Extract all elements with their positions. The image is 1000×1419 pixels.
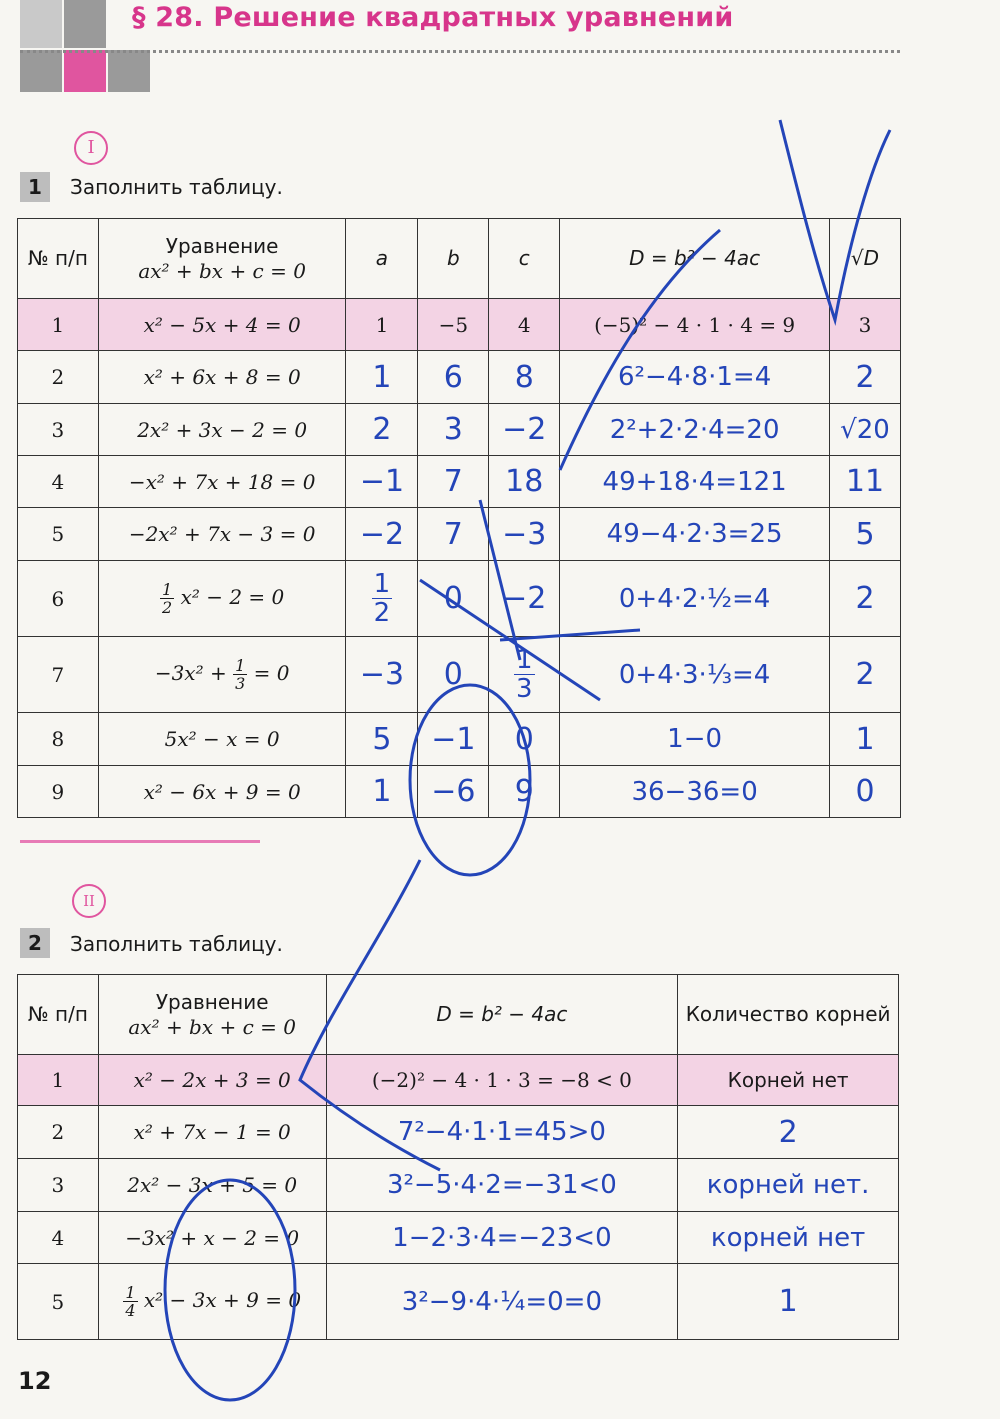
row-a	[346, 561, 418, 637]
fraction-numerator: 1	[235, 656, 246, 675]
row-equation: 2x² − 3x + 5 = 0	[98, 1159, 326, 1212]
row-equation: 2x² + 3x − 2 = 0	[98, 404, 346, 456]
row-num: 1	[18, 1055, 99, 1106]
row-root-count: 2	[678, 1106, 899, 1159]
row-discriminant: 0+4·3·⅓=4	[560, 637, 830, 713]
header-b: b	[418, 219, 489, 299]
row-num: 4	[18, 1212, 99, 1264]
level-badge-2: II	[72, 884, 106, 918]
row-b: 7	[418, 456, 489, 508]
fraction-numerator: 1	[125, 1283, 136, 1302]
row-num: 2	[18, 1106, 99, 1159]
row-a: 5	[346, 713, 418, 766]
row-c: 9	[489, 766, 560, 818]
title-divider	[20, 50, 900, 53]
row-b: −1	[418, 713, 489, 766]
equation-fraction	[160, 581, 174, 616]
table-row	[18, 637, 901, 713]
table-row	[18, 1055, 899, 1106]
row-equation: −3x² + x − 2 = 0	[98, 1212, 326, 1264]
row-num: 2	[18, 351, 99, 404]
header-sqrt-d: √D	[830, 219, 901, 299]
equation-fraction	[123, 1284, 137, 1319]
row-sqrt: 0	[830, 766, 901, 818]
header-equation	[98, 219, 346, 299]
row-b: −5	[418, 299, 489, 351]
header-equation-label: Уравнение	[155, 989, 269, 1014]
fraction-numerator: 1	[516, 645, 533, 675]
task-instruction-1: Заполнить таблицу.	[70, 175, 283, 199]
row-c	[489, 637, 560, 713]
corner-square-mid-right	[108, 50, 150, 92]
row-num: 9	[18, 766, 99, 818]
row-sqrt: 2	[830, 351, 901, 404]
row-root-count: 1	[678, 1264, 899, 1340]
row-b: 3	[418, 404, 489, 456]
row-a: 1	[346, 299, 418, 351]
row-discriminant: 49−4·2·3=25	[560, 508, 830, 561]
level-badge-1: I	[74, 131, 108, 165]
row-discriminant: (−2)² − 4 · 1 · 3 = −8 < 0	[326, 1055, 678, 1106]
header-equation-form: ax² + bx + c = 0	[128, 1014, 297, 1039]
table-row	[18, 766, 901, 818]
row-equation: x² + 7x − 1 = 0	[98, 1106, 326, 1159]
fraction-numerator: 1	[373, 569, 391, 599]
fraction-denominator: 2	[162, 598, 173, 617]
fraction-denominator: 4	[125, 1301, 136, 1320]
row-sqrt: 2	[830, 637, 901, 713]
row-b: 7	[418, 508, 489, 561]
c-fraction	[514, 646, 535, 703]
corner-square-top-mid	[64, 0, 106, 48]
table-1	[17, 218, 901, 818]
table-row	[18, 1212, 899, 1264]
equation-head: −3x² +	[154, 661, 227, 685]
equation-tail: = 0	[253, 661, 290, 685]
row-equation: x² − 2x + 3 = 0	[98, 1055, 326, 1106]
table-row	[18, 1106, 899, 1159]
corner-square-pink	[64, 50, 106, 92]
row-b: 0	[418, 561, 489, 637]
fraction-denominator: 2	[373, 598, 391, 628]
fraction-numerator: 1	[162, 580, 173, 599]
a-fraction	[372, 570, 393, 627]
task-instruction-2: Заполнить таблицу.	[70, 932, 283, 956]
equation-fraction	[233, 657, 247, 692]
row-c: −2	[489, 561, 560, 637]
row-discriminant: 3²−5·4·2=−31<0	[326, 1159, 678, 1212]
row-discriminant: (−5)² − 4 · 1 · 4 = 9	[560, 299, 830, 351]
row-num: 4	[18, 456, 99, 508]
table-row	[18, 299, 901, 351]
table-row	[18, 404, 901, 456]
equation-tail: x² − 3x + 9 = 0	[143, 1288, 302, 1312]
row-c: 4	[489, 299, 560, 351]
row-b: −6	[418, 766, 489, 818]
row-num: 3	[18, 1159, 99, 1212]
task-number-2: 2	[20, 928, 50, 958]
row-a: −1	[346, 456, 418, 508]
row-a: −3	[346, 637, 418, 713]
row-sqrt: 5	[830, 508, 901, 561]
page-title: § 28. Решение квадратных уравнений	[132, 2, 734, 33]
row-sqrt: 11	[830, 456, 901, 508]
row-root-count: корней нет	[678, 1212, 899, 1264]
row-num: 7	[18, 637, 99, 713]
row-discriminant: 49+18·4=121	[560, 456, 830, 508]
row-equation: −2x² + 7x − 3 = 0	[98, 508, 346, 561]
row-a: 2	[346, 404, 418, 456]
page-number: 12	[18, 1367, 52, 1395]
row-num: 3	[18, 404, 99, 456]
row-c: 18	[489, 456, 560, 508]
row-b: 0	[418, 637, 489, 713]
row-sqrt: 2	[830, 561, 901, 637]
table-row	[18, 1159, 899, 1212]
row-num: 6	[18, 561, 99, 637]
header-equation-form: ax² + bx + c = 0	[138, 258, 306, 283]
table-row	[18, 1264, 899, 1340]
row-discriminant: 0+4·2·½=4	[560, 561, 830, 637]
header-discriminant: D = b² − 4ac	[326, 975, 678, 1055]
row-equation	[98, 1264, 326, 1340]
row-discriminant: 3²−9·4·¼=0=0	[326, 1264, 678, 1340]
row-a: −2	[346, 508, 418, 561]
header-root-count: Количество корней	[678, 975, 899, 1055]
table-2	[17, 974, 899, 1340]
row-num: 1	[18, 299, 99, 351]
row-equation: x² − 5x + 4 = 0	[98, 299, 346, 351]
table-row	[18, 351, 901, 404]
table-row	[18, 456, 901, 508]
row-discriminant: 1−2·3·4=−23<0	[326, 1212, 678, 1264]
row-sqrt: 3	[830, 299, 901, 351]
row-equation	[98, 637, 346, 713]
row-discriminant: 6²−4·8·1=4	[560, 351, 830, 404]
row-discriminant: 36−36=0	[560, 766, 830, 818]
corner-square-mid-left	[20, 50, 62, 92]
row-c: 0	[489, 713, 560, 766]
row-a: 1	[346, 351, 418, 404]
row-root-count: Корней нет	[678, 1055, 899, 1106]
row-num: 5	[18, 1264, 99, 1340]
row-equation: 5x² − x = 0	[98, 713, 346, 766]
row-b: 6	[418, 351, 489, 404]
fraction-denominator: 3	[516, 674, 533, 704]
equation-tail: x² − 2 = 0	[180, 585, 285, 609]
header-discriminant: D = b² − 4ac	[560, 219, 830, 299]
row-num: 8	[18, 713, 99, 766]
header-num: № п/п	[18, 975, 99, 1055]
corner-square-top-left	[20, 0, 62, 48]
row-c: −2	[489, 404, 560, 456]
header-equation	[98, 975, 326, 1055]
table-row	[18, 713, 901, 766]
header-num: № п/п	[18, 219, 99, 299]
row-discriminant: 1−0	[560, 713, 830, 766]
row-equation: x² − 6x + 9 = 0	[98, 766, 346, 818]
row-c: −3	[489, 508, 560, 561]
row-c: 8	[489, 351, 560, 404]
table-row	[18, 508, 901, 561]
header-equation-label: Уравнение	[165, 233, 279, 258]
row-sqrt: 1	[830, 713, 901, 766]
fraction-denominator: 3	[235, 674, 246, 693]
row-discriminant: 7²−4·1·1=45>0	[326, 1106, 678, 1159]
row-root-count: корней нет.	[678, 1159, 899, 1212]
table-row	[18, 561, 901, 637]
section-divider	[20, 840, 260, 843]
row-equation: x² + 6x + 8 = 0	[98, 351, 346, 404]
row-sqrt: √20	[830, 404, 901, 456]
header-c: c	[489, 219, 560, 299]
row-a: 1	[346, 766, 418, 818]
row-num: 5	[18, 508, 99, 561]
row-discriminant: 2²+2·2·4=20	[560, 404, 830, 456]
row-equation: −x² + 7x + 18 = 0	[98, 456, 346, 508]
row-equation	[98, 561, 346, 637]
task-number-1: 1	[20, 172, 50, 202]
header-a: a	[346, 219, 418, 299]
